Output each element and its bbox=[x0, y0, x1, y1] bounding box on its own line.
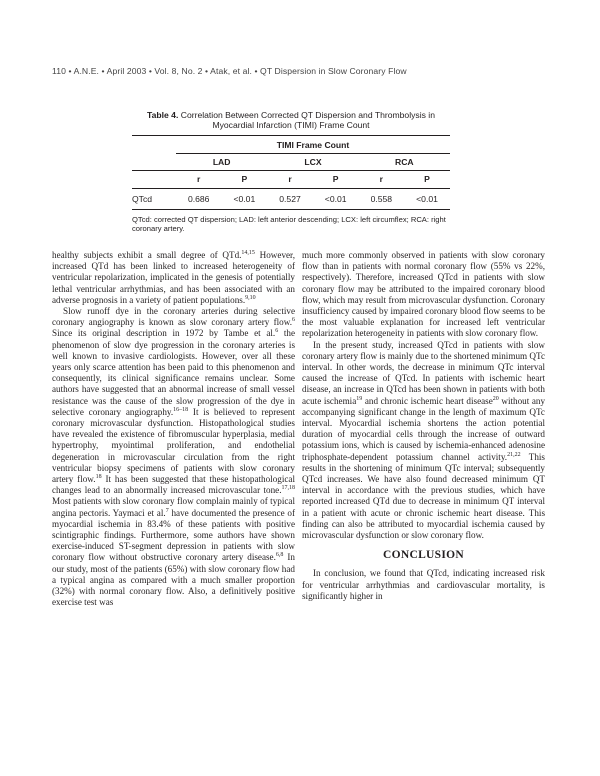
table-group-row bbox=[132, 153, 450, 170]
group-header-rca: RCA bbox=[359, 153, 450, 170]
citation: 6 bbox=[275, 328, 279, 335]
paragraph bbox=[52, 250, 295, 306]
citation: 9,10 bbox=[245, 294, 256, 301]
citation: 18 bbox=[95, 474, 102, 481]
text-run: It is believed to represent coronary microvascular dysfunction. Histopathological studies have revealed the existence of fibromuscular hyperplasia, medial hypertrophy, myointimal proliferation, and endothelial degeneration in microvascular circulation from the right ventricular biopsy specimens of patients with slow coronary artery flow. bbox=[52, 406, 296, 485]
citation: 7 bbox=[165, 507, 169, 514]
table-cell: <0.01 bbox=[416, 193, 438, 204]
correlation-table bbox=[132, 135, 450, 210]
citation: 21,22 bbox=[507, 451, 521, 458]
text-run: without any accompanying significant change in the length of maximum QTc interval. Myocardial ischemia shortens the action potential duration of myocardial cells through the increase of outward potassium ions, which is caused by ischemia-enhanced adenosine triphosphate-dependent potassium channel activity. bbox=[302, 395, 546, 462]
citation: 19 bbox=[356, 395, 363, 402]
text-run: However, increased QTd has been linked to increased heterogeneity of ventricular repolarization, implicated in the genesis of potentially lethal ventricular arrhythmias, and has been associated with an adverse prognosis in a variety of patient populations. bbox=[52, 250, 296, 305]
citation: 6 bbox=[292, 317, 295, 324]
left-column bbox=[52, 250, 295, 609]
text-run: It has been suggested that these histopathological changes lead to an abnormally increased microvascular tone. bbox=[52, 474, 295, 496]
paragraph: much more commonly observed in patients with slow coronary flow than in patients with normal coronary flow (55% vs 22%, respectively). Therefore, increased QTcd in patients with slow coronary flow may be attributed to the impaired coronary blood flow, which may result from microvascular dysfunction. Coronary insufficiency caused by impaired coronary blood flow seems to be the most valuable explanation for increased left ventricular repolarization heterogeneity in patients with slow coronary flow. bbox=[302, 250, 545, 339]
text-run: the phenomenon of slow dye progression in the coronary arteries is well known to invasive cardiologists. However, over all these years only scarce attention has been paid to this phenomenon and consequently, its clinical significance remains unclear. Some authors have suggested that an abnormal increase of small vessel resistance was the cause of the slow progression of the dye in selective coronary angiography. bbox=[52, 328, 295, 417]
subheader-cell: P bbox=[332, 173, 339, 184]
subheader-cell: r bbox=[288, 173, 292, 184]
citation: 16–18 bbox=[173, 406, 189, 413]
text-run: healthy subjects exhibit a small degree of QTd. bbox=[52, 250, 242, 260]
table-cell: 0.527 bbox=[279, 193, 301, 204]
subheader-cell: r bbox=[379, 173, 383, 184]
text-run: and chronic ischemic heart disease bbox=[362, 395, 493, 406]
paragraph bbox=[302, 340, 545, 542]
table-row bbox=[132, 188, 450, 209]
table-4 bbox=[132, 110, 450, 234]
citation: 17,18 bbox=[281, 485, 295, 492]
paragraph bbox=[52, 306, 295, 608]
table-spanner: TIMI Frame Count bbox=[276, 139, 350, 150]
subheader-cell: P bbox=[241, 173, 248, 184]
citation: 6,8 bbox=[275, 552, 284, 559]
table-cell: 0.686 bbox=[187, 193, 210, 204]
table-subheader-row bbox=[132, 170, 450, 188]
subheader-cell: r bbox=[197, 173, 201, 184]
table-label: Table 4. bbox=[146, 110, 179, 120]
table-cell: <0.01 bbox=[233, 193, 256, 204]
citation: 20 bbox=[492, 395, 499, 402]
paragraph: In conclusion, we found that QTcd, indicating increased risk for ventricular arrhythmias and cardiovascular mortality, is significantly higher in bbox=[302, 568, 545, 601]
table-cell: 0.558 bbox=[370, 193, 393, 204]
table-cell: <0.01 bbox=[324, 193, 347, 204]
text-run: Slow runoff dye in the coronary arteries during selective coronary angiography is known as slow coronary artery flow. bbox=[52, 306, 295, 328]
text-run: In the present study, increased QTcd in patients with slow coronary artery flow is mainly due to the shortened minimum QTc interval. In other words, the decrease in minimum QTc interval caused the increase of QTcd. In patients with ischemic heart disease, an increase in QTcd has been shown in patients with both acute ischemia bbox=[302, 339, 545, 406]
text-run: have documented the presence of myocardial ischemia in 83.4% of these patients with positive scintigraphic findings. Furthermore, some authors have shown exercise-induced ST-segment depression in patients with slow coronary flow without obstructive coronary artery disease. bbox=[52, 507, 295, 563]
right-column bbox=[302, 250, 545, 602]
table-title: Correlation Between Corrected QT Dispersion and Thrombolysis in Myocardial Infarction (TIMI) Frame Count bbox=[180, 110, 436, 131]
citation: 14,15 bbox=[241, 249, 255, 256]
group-header-lcx: LCX bbox=[267, 153, 358, 170]
group-header-lad: LAD bbox=[176, 153, 267, 170]
subheader-cell: P bbox=[424, 173, 430, 184]
running-head: 110 • A.N.E. • April 2003 • Vol. 8, No. 2 • Atak, et al. • QT Dispersion in Slow Coronary Flow bbox=[52, 66, 407, 76]
text-run: Since its original description in 1972 by Tambe et al. bbox=[52, 328, 276, 339]
text-run: In our study, most of the patients (65%) with slow coronary flow had a typical angina as compared with a much smaller proportion (32%) with normal coronary flow. Also, a definitively positive exercise test was bbox=[52, 552, 295, 608]
row-label: QTcd bbox=[132, 193, 153, 204]
table-footnote: QTcd: corrected QT dispersion; LAD: left anterior descending; LCX: left circumflex; RCA: right coronary artery. bbox=[132, 214, 446, 234]
text-run: This results in the shortening of minimum QTc interval; subsequently QTcd increases. We have also found decreased minimum QT interval in accordance with the previous studies, which have reported increased QTd due to decrease in minimum QT interval in a patient with acute or chronic ischemic heart disease. This finding can also be attributed to myocardial ischemia caused by microvascular dysfunction or slow coronary flow. bbox=[302, 451, 545, 541]
table-spanner-row bbox=[132, 135, 450, 153]
text-run: Most patients with slow coronary flow complain mainly of typical angina pectoris. Yaymaci et al. bbox=[52, 496, 295, 518]
table-caption bbox=[132, 110, 450, 131]
section-heading: CONCLUSION bbox=[383, 549, 464, 562]
